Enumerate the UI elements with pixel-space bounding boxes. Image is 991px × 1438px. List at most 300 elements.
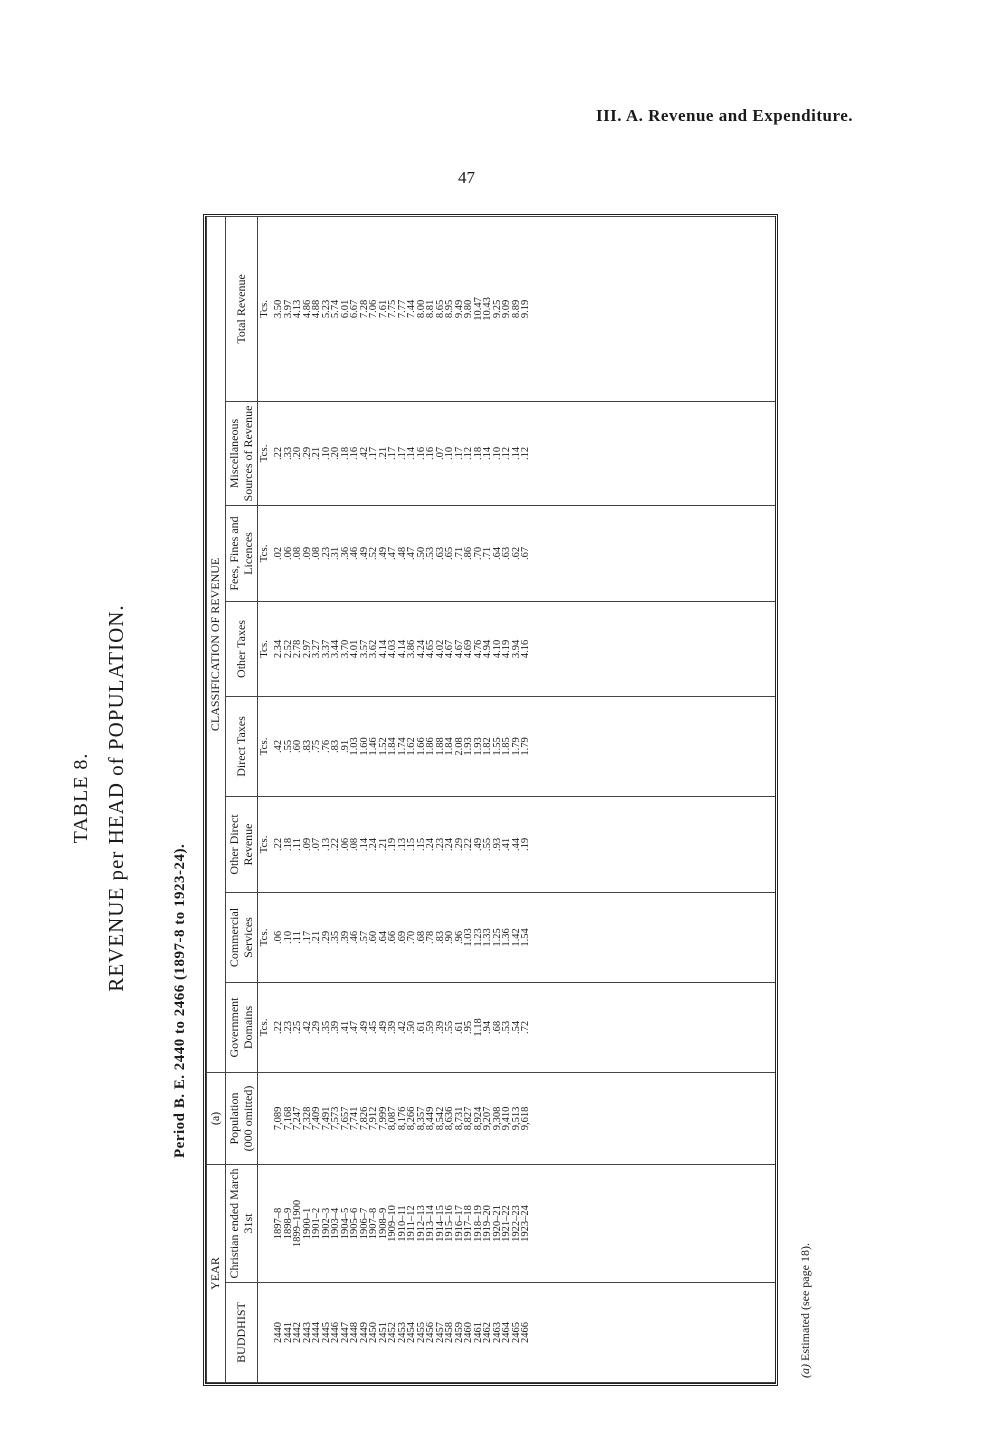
table-cell: .14: [510, 446, 522, 461]
table-cell: .17: [453, 446, 465, 461]
year-group-header: YEAR: [207, 1164, 226, 1382]
table-cell: .49: [377, 1020, 389, 1035]
table-cell: 2454: [406, 1322, 418, 1343]
table-cell: .31: [330, 546, 342, 561]
table-cell: .21: [311, 446, 323, 461]
unit-row: [258, 216, 275, 1382]
table-cell: 8,827: [463, 1106, 475, 1131]
table-cell: 1.79: [510, 737, 522, 756]
table-cell: .17: [396, 446, 408, 461]
table-cell: .50: [415, 546, 427, 561]
table-cell: 1903–4: [330, 1207, 342, 1240]
table-cell: 8,357: [415, 1106, 427, 1131]
table-cell: 2444: [311, 1322, 323, 1343]
table-cell: 1915–16: [444, 1205, 456, 1242]
table-cell: .02: [273, 546, 285, 561]
table-cell: 1921–22: [501, 1205, 513, 1242]
table-cell: .39: [434, 1020, 446, 1035]
table-cell: .83: [301, 739, 313, 754]
table-cell: 4.76: [472, 639, 484, 659]
table-cell: 5.74: [330, 299, 342, 319]
table-cell: 7,328: [301, 1106, 313, 1131]
table-cell: 8,542: [434, 1106, 446, 1131]
table-cell: 2466: [520, 1322, 532, 1343]
table-cell: 9,410: [501, 1106, 513, 1131]
table-cell: 1900–1: [301, 1207, 313, 1240]
table-cell: .36: [339, 546, 351, 561]
table-cell: 3.44: [330, 639, 342, 659]
table-cell: 1.46: [368, 737, 380, 756]
table-cell: .11: [292, 838, 304, 851]
table-cell: .66: [387, 930, 399, 945]
header-buddhist: BUDDHIST: [225, 1283, 258, 1383]
data-row: [274, 216, 775, 1382]
table-cell: .23: [282, 1020, 294, 1035]
table-cell: .07: [311, 837, 323, 852]
table-cell: 6.67: [349, 299, 361, 319]
table-cell: 1.93: [463, 737, 475, 756]
table-cell: 1907–8: [368, 1207, 380, 1240]
table-cell: .15: [415, 837, 427, 852]
table-cell: 2.52: [282, 639, 294, 659]
table-cell: 1923–24: [520, 1205, 532, 1242]
table-cell: 4.24: [415, 639, 427, 659]
table-cell: .16: [349, 446, 361, 461]
header-other-taxes: Other Taxes: [225, 601, 258, 696]
table-cell: .09: [301, 837, 313, 852]
table-cell: .71: [482, 546, 494, 561]
classification-group-header: CLASSIFICATION OF REVENUE: [207, 216, 226, 1072]
table-cell: .35: [330, 930, 342, 945]
table-cell: 2446: [330, 1322, 342, 1343]
table-cell: 1.55: [491, 737, 503, 756]
commercial-services-column: [274, 892, 775, 982]
table-cell: 1898–9: [282, 1207, 294, 1240]
table-cell: .19: [520, 837, 532, 852]
table-frame: [203, 214, 778, 1386]
table-cell: .17: [387, 446, 399, 461]
table-cell: 1920–21: [491, 1205, 503, 1242]
header-miscellaneous: Miscellaneous Sources of Revenue: [225, 401, 258, 505]
table-cell: 8,087: [387, 1106, 399, 1131]
table-cell: .49: [358, 546, 370, 561]
table-cell: .47: [406, 546, 418, 561]
table-cell: .18: [282, 837, 294, 852]
table-cell: 2447: [339, 1322, 351, 1343]
table-cell: 2448: [349, 1322, 361, 1343]
table-cell: .86: [463, 546, 475, 561]
table-cell: 7.44: [406, 299, 418, 319]
table-cell: 2458: [444, 1322, 456, 1343]
table-cell: .41: [501, 837, 513, 852]
table-cell: .96: [453, 930, 465, 945]
population-note: (a): [207, 1072, 226, 1164]
table-cell: .22: [330, 837, 342, 852]
table-cell: .63: [434, 546, 446, 561]
table-cell: .45: [368, 1020, 380, 1035]
table-cell: 4.03: [387, 639, 399, 659]
table-cell: 7,999: [377, 1106, 389, 1131]
table-cell: 2440: [273, 1322, 285, 1343]
section-header: III. A. Revenue and Expenditure.: [595, 106, 853, 125]
table-cell: 7,168: [282, 1106, 294, 1131]
table-cell: 7.61: [377, 299, 389, 319]
table-cell: .60: [368, 930, 380, 945]
table-cell: .93: [491, 837, 503, 852]
table-cell: 8.81: [425, 299, 437, 319]
table-cell: 3.37: [320, 639, 332, 659]
table-cell: 1912–13: [415, 1205, 427, 1242]
table-cell: 4.13: [292, 299, 304, 319]
table-cell: 1.85: [501, 737, 513, 756]
table-cell: 1908–9: [377, 1207, 389, 1240]
table-cell: 4.16: [520, 639, 532, 659]
table-cell: .62: [510, 546, 522, 561]
table-cell: 2460: [463, 1322, 475, 1343]
table-cell: .14: [406, 446, 418, 461]
column-header-row: [225, 216, 258, 1382]
other-taxes-column: [274, 601, 775, 696]
table-cell: .59: [425, 1020, 437, 1035]
table-cell: 9.49: [453, 299, 465, 319]
unit-label: Tcs.: [258, 401, 275, 505]
table-cell: .49: [472, 837, 484, 852]
table-cell: .42: [301, 1020, 313, 1035]
table-cell: 1.03: [349, 737, 361, 756]
table-cell: 2.97: [301, 639, 313, 659]
buddhist-year-column: [274, 1283, 775, 1383]
table-cell: .90: [444, 930, 456, 945]
table-cell: .57: [358, 930, 370, 945]
fees-fines-column: [274, 505, 775, 601]
table-cell: 1.84: [444, 737, 456, 756]
table-cell: 1914–15: [434, 1205, 446, 1242]
table-cell: .21: [311, 930, 323, 945]
table-cell: .15: [406, 837, 418, 852]
table-cell: .33: [282, 446, 294, 461]
table-cell: 1.84: [387, 737, 399, 756]
table-cell: 10.43: [482, 297, 494, 321]
table-cell: 7,657: [339, 1106, 351, 1131]
header-fees-fines: Fees, Fines and Licences: [225, 505, 258, 601]
table-cell: .71: [453, 546, 465, 561]
table-cell: .16: [415, 446, 427, 461]
table-cell: 2451: [377, 1322, 389, 1343]
table-cell: 8,924: [472, 1106, 484, 1131]
table-cell: .12: [463, 446, 475, 461]
table-cell: 2445: [320, 1322, 332, 1343]
rotated-table-region: [60, 208, 860, 1388]
table-cell: .08: [311, 546, 323, 561]
table-cell: 1.86: [425, 737, 437, 756]
table-cell: .69: [396, 930, 408, 945]
table-cell: .22: [273, 837, 285, 852]
table-cell: .68: [415, 930, 427, 945]
table-label: TABLE 8.: [70, 752, 92, 844]
table-cell: 8,731: [453, 1106, 465, 1131]
table-cell: 1.52: [377, 737, 389, 756]
table-cell: .09: [301, 546, 313, 561]
table-cell: 9,513: [510, 1106, 522, 1131]
header-christian: Christian ended March 31st: [225, 1164, 258, 1282]
table-cell: .60: [292, 739, 304, 754]
table-cell: 1.74: [396, 737, 408, 756]
footnote-text: Estimated (see page 18).: [798, 1243, 812, 1361]
table-cell: 2457: [434, 1322, 446, 1343]
unit-label: Tcs.: [258, 601, 275, 696]
table-cell: 7.28: [358, 299, 370, 319]
table-cell: 5.23: [320, 299, 332, 319]
table-cell: .46: [349, 546, 361, 561]
direct-taxes-column: [274, 696, 775, 796]
table-cell: 1.36: [501, 928, 513, 947]
table-cell: 2.34: [273, 639, 285, 659]
table-cell: 3.70: [339, 639, 351, 659]
table-cell: .14: [358, 837, 370, 852]
table-cell: .24: [368, 837, 380, 852]
table-cell: 1917–18: [463, 1205, 475, 1242]
table-cell: 8,636: [444, 1106, 456, 1131]
table-cell: 7.06: [368, 299, 380, 319]
table-cell: 1.33: [482, 928, 494, 947]
header-other-direct-revenue: Other Direct Revenue: [225, 796, 258, 892]
table-cell: 1.18: [472, 1018, 484, 1037]
table-cell: .06: [282, 546, 294, 561]
table-cell: 1906–7: [358, 1207, 370, 1240]
table-cell: 2461: [472, 1322, 484, 1343]
table-cell: .61: [415, 1020, 427, 1035]
table-cell: 1.42: [510, 928, 522, 947]
table-cell: 2463: [491, 1322, 503, 1343]
table-cell: 1.60: [358, 737, 370, 756]
table-cell: 7,573: [330, 1106, 342, 1131]
other-direct-revenue-column: [274, 796, 775, 892]
table-cell: 4.10: [491, 639, 503, 659]
table-cell: .13: [320, 837, 332, 852]
table-cell: .35: [320, 1020, 332, 1035]
table-cell: .46: [349, 930, 361, 945]
table-cell: .11: [292, 931, 304, 944]
unit-label: Tcs.: [258, 216, 275, 401]
header-commercial-services: Commercial Services: [225, 892, 258, 982]
table-cell: .47: [349, 1020, 361, 1035]
table-cell: .20: [330, 446, 342, 461]
header-government-domains: Government Domains: [225, 982, 258, 1072]
table-cell: 7,912: [368, 1106, 380, 1131]
unit-label: Tcs.: [258, 982, 275, 1072]
revenue-table: [206, 216, 775, 1383]
table-cell: 1.88: [434, 737, 446, 756]
table-cell: 1913–14: [425, 1205, 437, 1242]
table-cell: .19: [387, 837, 399, 852]
unit-label: Tcs.: [258, 892, 275, 982]
table-cell: 3.86: [406, 639, 418, 659]
table-cell: 9,618: [520, 1106, 532, 1131]
table-period: Period B. E. 2440 to 2466 (1897-8 to 1923-24).: [172, 843, 188, 1158]
table-cell: .14: [482, 446, 494, 461]
table-cell: 2443: [301, 1322, 313, 1343]
unit-label: Tcs.: [258, 505, 275, 601]
table-cell: .08: [292, 546, 304, 561]
table-cell: 7.77: [396, 299, 408, 319]
table-cell: 3.57: [358, 639, 370, 659]
table-cell: 8,449: [425, 1106, 437, 1131]
table-cell: .42: [396, 1020, 408, 1035]
table-cell: .22: [463, 837, 475, 852]
table-cell: .23: [434, 837, 446, 852]
table-cell: 2449: [358, 1322, 370, 1343]
table-cell: 1916–17: [453, 1205, 465, 1242]
table-cell: .95: [463, 1020, 475, 1035]
table-cell: .55: [282, 739, 294, 754]
table-cell: .07: [434, 446, 446, 461]
table-cell: 8.65: [434, 299, 446, 319]
page-number: 47: [458, 168, 475, 187]
table-cell: 4.19: [501, 639, 513, 659]
table-cell: .24: [425, 837, 437, 852]
table-cell: 3.50: [273, 299, 285, 319]
table-cell: 4.14: [396, 639, 408, 659]
table-cell: .48: [396, 546, 408, 561]
table-cell: .44: [510, 837, 522, 852]
table-cell: 7,491: [320, 1106, 332, 1131]
table-cell: 1901–2: [311, 1207, 323, 1240]
table-cell: .29: [453, 837, 465, 852]
table-cell: 1897–8: [273, 1207, 285, 1240]
table-cell: 4.69: [463, 639, 475, 659]
table-cell: 8.95: [444, 299, 456, 319]
table-cell: 7,247: [292, 1106, 304, 1131]
header-total-revenue: Total Revenue: [225, 216, 258, 401]
table-cell: 9.09: [501, 299, 513, 319]
unit-label: Tcs.: [258, 796, 275, 892]
table-cell: .78: [425, 930, 437, 945]
miscellaneous-column: [274, 401, 775, 505]
table-cell: 1904–5: [339, 1207, 351, 1240]
table-cell: 1.62: [406, 737, 418, 756]
table-cell: 2462: [482, 1322, 494, 1343]
table-cell: 1.25: [491, 928, 503, 947]
table-cell: 2464: [501, 1322, 513, 1343]
table-cell: 7,089: [273, 1106, 285, 1131]
table-cell: .83: [434, 930, 446, 945]
table-cell: .16: [425, 446, 437, 461]
table-title: REVENUE per HEAD of POPULATION.: [104, 604, 128, 992]
table-cell: 1899–1900: [292, 1199, 304, 1248]
table-cell: 7,409: [311, 1106, 323, 1131]
table-cell: 1.03: [463, 928, 475, 947]
table-cell: .25: [292, 1020, 304, 1035]
table-cell: .21: [377, 837, 389, 852]
table-cell: 4.01: [349, 639, 361, 659]
table-cell: .22: [273, 446, 285, 461]
table-cell: 4.86: [301, 299, 313, 319]
table-cell: 1.66: [415, 737, 427, 756]
table-cell: .10: [282, 930, 294, 945]
table-cell: .23: [320, 546, 332, 561]
table-cell: .64: [377, 930, 389, 945]
table-cell: 2441: [282, 1322, 294, 1343]
table-cell: .08: [349, 837, 361, 852]
table-cell: 8,176: [396, 1106, 408, 1131]
table-cell: 7,826: [358, 1106, 370, 1131]
table-cell: .18: [472, 446, 484, 461]
table-cell: .67: [520, 546, 532, 561]
table-cell: 1905–6: [349, 1207, 361, 1240]
table-cell: 3.27: [311, 639, 323, 659]
table-cell: .53: [425, 546, 437, 561]
table-cell: .65: [444, 546, 456, 561]
table-cell: 3.62: [368, 639, 380, 659]
table-cell: .10: [320, 446, 332, 461]
table-cell: 1918–19: [472, 1205, 484, 1242]
table-cell: .29: [320, 930, 332, 945]
table-cell: .76: [320, 739, 332, 754]
table-cell: 2456: [425, 1322, 437, 1343]
total-revenue-column: [274, 216, 775, 401]
table-cell: .12: [520, 446, 532, 461]
table-cell: 1.23: [472, 928, 484, 947]
table-cell: .20: [292, 446, 304, 461]
table-cell: 8.89: [510, 299, 522, 319]
table-cell: 3.97: [282, 299, 294, 319]
table-cell: .21: [377, 446, 389, 461]
table-cell: 4.67: [444, 639, 456, 659]
table-cell: 3.94: [510, 639, 522, 659]
table-cell: .24: [444, 837, 456, 852]
table-cell: .70: [472, 546, 484, 561]
government-domains-column: [274, 982, 775, 1072]
table-cell: .10: [444, 446, 456, 461]
table-cell: 1911–12: [406, 1205, 418, 1242]
table-cell: .50: [406, 1020, 418, 1035]
table-cell: 1902–3: [320, 1207, 332, 1240]
table-cell: .42: [273, 739, 285, 754]
table-cell: .64: [491, 546, 503, 561]
group-header-row: [207, 216, 226, 1382]
table-cell: .13: [396, 837, 408, 852]
table-cell: 1.54: [520, 928, 532, 947]
table-cell: .53: [501, 1020, 513, 1035]
table-cell: 4.65: [425, 639, 437, 659]
table-cell: .22: [273, 1020, 285, 1035]
table-cell: 4.88: [311, 299, 323, 319]
table-cell: 4.14: [377, 639, 389, 659]
table-cell: .42: [358, 446, 370, 461]
table-cell: 4.02: [434, 639, 446, 659]
table-cell: 1922–23: [510, 1205, 522, 1242]
table-cell: 1.82: [482, 737, 494, 756]
table-cell: 2459: [453, 1322, 465, 1343]
table-cell: 7.75: [387, 299, 399, 319]
header-direct-taxes: Direct Taxes: [225, 696, 258, 796]
table-cell: .52: [368, 546, 380, 561]
table-cell: .18: [339, 446, 351, 461]
unit-label: Tcs.: [258, 696, 275, 796]
table-cell: .39: [330, 1020, 342, 1035]
table-cell: 2.08: [453, 737, 465, 756]
table-cell: .12: [501, 446, 513, 461]
table-cell: 10.47: [472, 297, 484, 321]
table-cell: .17: [368, 446, 380, 461]
table-cell: .61: [453, 1020, 465, 1035]
table-cell: 1.93: [472, 737, 484, 756]
footnote: [798, 1243, 813, 1378]
table-cell: .39: [339, 930, 351, 945]
table-cell: 2.78: [292, 639, 304, 659]
table-cell: 2465: [510, 1322, 522, 1343]
table-cell: .17: [301, 930, 313, 945]
